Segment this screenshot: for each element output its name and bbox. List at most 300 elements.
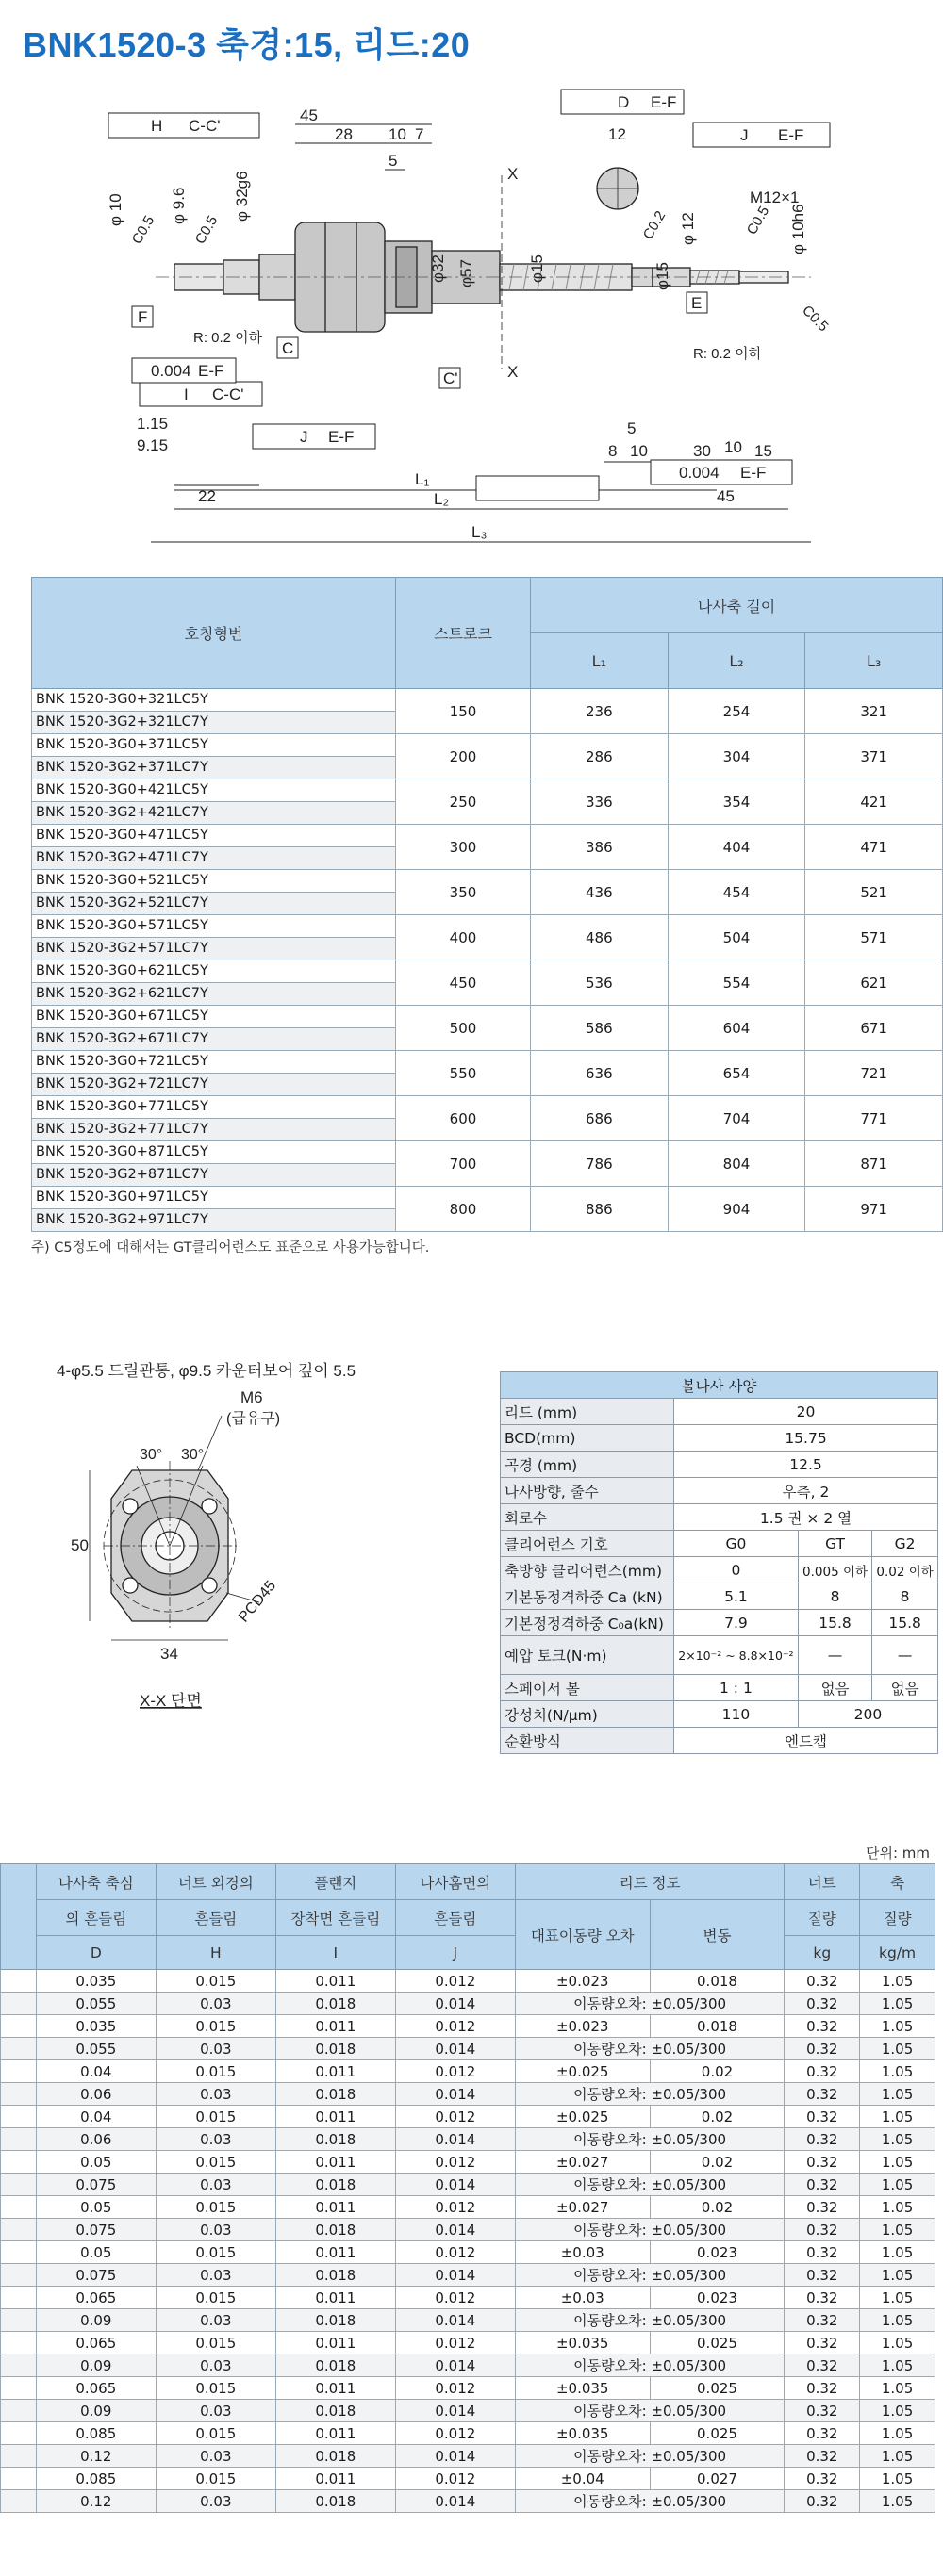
spec-value: G2 [872,1531,938,1557]
col-stroke: 스트로크 [396,578,531,689]
spec-value: 7.9 [674,1610,799,1636]
variation-cell: 0.025 [650,2422,785,2445]
nut-mass-cell: 0.32 [785,2241,860,2264]
table-row [1,2151,935,2174]
table-row [1,2332,935,2354]
spec-value: 110 [674,1701,799,1728]
table-row [1,2445,935,2468]
table-note: 주) C5정도에 대해서는 GT클리어런스도 표준으로 사용가능합니다. [31,1240,430,1255]
nut-mass-cell: 0.32 [785,2015,860,2038]
spec-value: 20 [674,1399,938,1425]
spec-label: 곡경 (mm) [501,1452,674,1478]
table-row [1,2015,935,2038]
model-g0: BNK 1520-3G0+571LC5Y [32,915,396,938]
l3-cell: 771 [805,1096,943,1141]
d-cell: 0.055 [36,1993,156,2015]
model-g2: BNK 1520-3G2+571LC7Y [32,938,396,960]
stroke-cell: 200 [396,734,531,779]
d-cell: 0.05 [36,2151,156,2174]
blank-cell [1,2264,37,2287]
blank-cell [1,2174,37,2196]
l3-cell: 571 [805,915,943,960]
variation-cell: 0.027 [650,2468,785,2490]
shaft-mass-cell: 1.05 [860,2106,935,2128]
blank-cell [1,2196,37,2219]
table-row [1,2196,935,2219]
j-cell: 0.012 [395,2332,515,2354]
h-cell: 0.03 [156,2264,275,2287]
shaft-mass-cell: 1.05 [860,2490,935,2513]
i-cell: 0.011 [275,2015,395,2038]
dim-phi15b: φ15 [653,262,671,290]
blank-cell [1,2309,37,2332]
nut-mass-cell: 0.32 [785,2196,860,2219]
nut-mass-cell: 0.32 [785,2060,860,2083]
blank-cell [1,2038,37,2060]
shaft-mass-cell: 1.05 [860,2377,935,2400]
h-cell: 0.015 [156,1970,275,1993]
model-g0: BNK 1520-3G0+771LC5Y [32,1096,396,1119]
radius-note-left: R: 0.2 이하 [193,330,263,346]
blank-cell [1,2083,37,2106]
blank-cell [1,2490,37,2513]
col-d-line3: D [36,1936,156,1970]
i-cell: 0.018 [275,2264,395,2287]
j-cell: 0.012 [395,2287,515,2309]
table-row [1,1970,935,1993]
col-length: 나사축 길이 [531,578,943,633]
lead-error-cell: 이동량오차: ±0.05/300 [515,2400,785,2422]
variation-cell: 0.023 [650,2241,785,2264]
i-cell: 0.011 [275,2241,395,2264]
nut-mass-cell: 0.32 [785,2287,860,2309]
rep-error-cell: ±0.035 [515,2377,650,2400]
nut-mass-cell: 0.32 [785,2083,860,2106]
h-cell: 0.015 [156,2106,275,2128]
shaft-mass-cell: 1.05 [860,2038,935,2060]
shaft-mass-cell: 1.05 [860,2445,935,2468]
chamfer-c05-b: C0.5 [191,213,222,247]
gdt-0004-b: 0.004 [679,464,720,482]
spec-value: 8 [872,1583,938,1610]
l3-cell: 621 [805,960,943,1006]
stroke-cell: 500 [396,1006,531,1051]
col-nut-line1: 너트 [785,1864,860,1900]
gdt-j: J [300,428,308,446]
col-model: 호칭형번 [32,578,396,689]
i-cell: 0.018 [275,2400,395,2422]
shaft-mass-cell: 1.05 [860,2015,935,2038]
i-cell: 0.018 [275,2128,395,2151]
spec-header: 볼나사 사양 [501,1372,938,1399]
shaft-mass-cell: 1.05 [860,2264,935,2287]
dim-phi12: φ 12 [679,212,697,245]
j-cell: 0.014 [395,2038,515,2060]
d-cell: 0.06 [36,2083,156,2106]
spec-value: 0.02 이하 [872,1557,938,1583]
h-cell: 0.015 [156,2241,275,2264]
spec-row [501,1504,938,1531]
shaft-mass-cell: 1.05 [860,2083,935,2106]
chamfer-c05-c: C0.5 [743,204,773,238]
variation-cell: 0.018 [650,1970,785,1993]
j-cell: 0.012 [395,2196,515,2219]
l1-cell: 536 [531,960,669,1006]
h-cell: 0.03 [156,2038,275,2060]
variation-cell: 0.02 [650,2060,785,2083]
j-cell: 0.014 [395,2128,515,2151]
dim-l1: L₁ [415,470,430,488]
table-row [1,2083,935,2106]
spec-table [500,1371,938,1754]
dim-8: 8 [608,442,618,460]
spec-row [501,1452,938,1478]
l1-cell: 786 [531,1141,669,1187]
variation-cell: 0.02 [650,2106,785,2128]
rep-error-cell: ±0.027 [515,2151,650,2174]
dim-phi10: φ 10 [107,193,124,226]
d-cell: 0.09 [36,2309,156,2332]
d-cell: 0.085 [36,2468,156,2490]
h-cell: 0.015 [156,2422,275,2445]
lead-error-cell: 이동량오차: ±0.05/300 [515,1993,785,2015]
shaft-mass-cell: 1.05 [860,2354,935,2377]
variation-cell: 0.02 [650,2196,785,2219]
shaft-mass-cell: 1.05 [860,2422,935,2445]
h-cell: 0.015 [156,2151,275,2174]
spec-value: 없음 [872,1675,938,1701]
shaft-mass-cell: 1.05 [860,2287,935,2309]
dim-22: 22 [198,487,216,505]
blank-cell [1,1993,37,2015]
h-cell: 0.03 [156,2400,275,2422]
d-cell: 0.09 [36,2354,156,2377]
col-h-line3: H [156,1936,275,1970]
h-cell: 0.03 [156,2445,275,2468]
thread-m12: M12×1 [750,189,800,206]
l2-cell: 654 [668,1051,805,1096]
l1-cell: 886 [531,1187,669,1232]
col-l3: L₃ [805,633,943,689]
gdt-h: H [151,117,163,135]
table-row [1,2400,935,2422]
l2-cell: 704 [668,1096,805,1141]
l1-cell: 236 [531,689,669,734]
col-l2: L₂ [668,633,805,689]
nut-mass-cell: 0.32 [785,2174,860,2196]
l3-cell: 471 [805,825,943,870]
l1-cell: 386 [531,825,669,870]
dim-28: 28 [335,125,353,143]
spec-label: 예압 토크(N·m) [501,1636,674,1675]
h-cell: 0.015 [156,2377,275,2400]
l3-cell: 721 [805,1051,943,1096]
table-row [1,2038,935,2060]
oil-port-m6: M6 [240,1388,263,1406]
lead-error-cell: 이동량오차: ±0.05/300 [515,2038,785,2060]
col-j-line1: 나사홈면의 [395,1864,515,1900]
spec-value: 0.005 이하 [798,1557,871,1583]
i-cell: 0.011 [275,2151,395,2174]
gdt-0004-b-ref: E-F [740,464,767,482]
spec-value: 15.75 [674,1425,938,1452]
i-cell: 0.011 [275,2332,395,2354]
variation-cell: 0.023 [650,2287,785,2309]
gdt-0004-a: 0.004 [151,362,191,380]
j-cell: 0.014 [395,2083,515,2106]
l1-cell: 436 [531,870,669,915]
dim-10b: 10 [630,442,648,460]
l2-cell: 904 [668,1187,805,1232]
dim-phi32: φ32 [429,254,447,283]
l1-cell: 636 [531,1051,669,1096]
section-x-bottom: X [507,363,519,381]
i-cell: 0.011 [275,2106,395,2128]
model-g0: BNK 1520-3G0+321LC5Y [32,689,396,712]
h-cell: 0.015 [156,2287,275,2309]
model-g0: BNK 1520-3G0+721LC5Y [32,1051,396,1074]
i-cell: 0.018 [275,2174,395,2196]
spec-row [501,1478,938,1504]
variation-cell: 0.025 [650,2377,785,2400]
i-cell: 0.011 [275,2422,395,2445]
spec-label: 리드 (mm) [501,1399,674,1425]
table-row [1,2309,935,2332]
gdt-d: D [618,93,630,111]
shaft-mass-cell: 1.05 [860,2309,935,2332]
dim-5b: 5 [627,419,637,437]
col-j-line3: J [395,1936,515,1970]
dim-l2: L₂ [434,490,450,508]
col-nut-line2: 질량 [785,1900,860,1936]
spec-value: 없음 [798,1675,871,1701]
rep-error-cell: ±0.035 [515,2332,650,2354]
col-variation: 변동 [650,1900,785,1970]
spec-value: 0 [674,1557,799,1583]
table-row [1,2219,935,2241]
l1-cell: 286 [531,734,669,779]
shaft-mass-cell: 1.05 [860,2468,935,2490]
section-x-top: X [507,165,519,183]
h-cell: 0.03 [156,2309,275,2332]
model-g2: BNK 1520-3G2+771LC7Y [32,1119,396,1141]
dim-9-15: 9.15 [137,436,169,454]
datum-e: E [691,294,703,312]
i-cell: 0.018 [275,2309,395,2332]
model-g2: BNK 1520-3G2+371LC7Y [32,757,396,779]
j-cell: 0.012 [395,2015,515,2038]
j-cell: 0.012 [395,2106,515,2128]
i-cell: 0.011 [275,2287,395,2309]
dim-50: 50 [71,1536,89,1554]
l2-cell: 304 [668,734,805,779]
model-g2: BNK 1520-3G2+471LC7Y [32,847,396,870]
table-row [1,2422,935,2445]
angle-30-left: 30° [140,1447,163,1463]
gdt-i: I [184,386,189,403]
spec-value: 1.5 권 × 2 열 [674,1504,938,1531]
model-g0: BNK 1520-3G0+521LC5Y [32,870,396,893]
rep-error-cell: ±0.023 [515,2015,650,2038]
d-cell: 0.06 [36,2128,156,2151]
gdt-j2-ref: E-F [778,126,804,144]
col-l1: L₁ [531,633,669,689]
l3-cell: 371 [805,734,943,779]
table-row [1,2468,935,2490]
col-i-line3: I [275,1936,395,1970]
blank-cell [1,2128,37,2151]
i-cell: 0.011 [275,2196,395,2219]
nut-mass-cell: 0.32 [785,2219,860,2241]
model-g2: BNK 1520-3G2+421LC7Y [32,802,396,825]
l2-cell: 254 [668,689,805,734]
i-cell: 0.018 [275,2354,395,2377]
shaft-mass-cell: 1.05 [860,2151,935,2174]
d-cell: 0.035 [36,1970,156,1993]
h-cell: 0.03 [156,2354,275,2377]
j-cell: 0.014 [395,2309,515,2332]
j-cell: 0.014 [395,2264,515,2287]
i-cell: 0.018 [275,2219,395,2241]
nut-mass-cell: 0.32 [785,2151,860,2174]
d-cell: 0.09 [36,2400,156,2422]
table-row [32,1187,943,1209]
model-g2: BNK 1520-3G2+521LC7Y [32,893,396,915]
oil-port-note: (급유구) [226,1411,281,1427]
d-cell: 0.065 [36,2287,156,2309]
blank-cell [1,2422,37,2445]
j-cell: 0.014 [395,2174,515,2196]
col-i-line2: 장착면 흔들림 [275,1900,395,1936]
rep-error-cell: ±0.025 [515,2060,650,2083]
i-cell: 0.018 [275,2083,395,2106]
l1-cell: 486 [531,915,669,960]
d-cell: 0.05 [36,2196,156,2219]
i-cell: 0.018 [275,2445,395,2468]
gdt-j-ref: E-F [328,428,355,446]
j-cell: 0.014 [395,2490,515,2513]
j-cell: 0.012 [395,2377,515,2400]
rep-error-cell: ±0.025 [515,2106,650,2128]
dim-45: 45 [300,107,318,124]
nut-mass-cell: 0.32 [785,1970,860,1993]
i-cell: 0.018 [275,2038,395,2060]
d-cell: 0.04 [36,2106,156,2128]
page-title: BNK1520-3 축경:15, 리드:20 [23,25,471,64]
nut-mass-cell: 0.32 [785,2332,860,2354]
stroke-cell: 450 [396,960,531,1006]
l3-cell: 971 [805,1187,943,1232]
table-row [1,2241,935,2264]
ball-screw-drawing [0,75,943,556]
spec-value: 5.1 [674,1583,799,1610]
d-cell: 0.04 [36,2060,156,2083]
table-row [32,689,943,712]
h-cell: 0.03 [156,2490,275,2513]
unit-label: 단위: mm [865,1845,930,1862]
model-g0: BNK 1520-3G0+671LC5Y [32,1006,396,1028]
lead-error-cell: 이동량오차: ±0.05/300 [515,2445,785,2468]
l1-cell: 336 [531,779,669,825]
spec-label: BCD(mm) [501,1425,674,1452]
table-row [32,1096,943,1119]
d-cell: 0.035 [36,2015,156,2038]
blank-cell [1,2445,37,2468]
col-d-line1: 나사축 축심 [36,1864,156,1900]
accuracy-table [0,1863,935,2513]
l2-cell: 404 [668,825,805,870]
dim-phi57: φ57 [457,259,475,287]
stroke-cell: 400 [396,915,531,960]
dim-45b: 45 [717,487,735,505]
dim-10c: 10 [724,438,742,456]
rep-error-cell: ±0.03 [515,2287,650,2309]
stroke-cell: 350 [396,870,531,915]
rep-error-cell: ±0.035 [515,2422,650,2445]
datum-f: F [138,308,148,326]
nut-mass-cell: 0.32 [785,2309,860,2332]
shaft-mass-cell: 1.05 [860,2241,935,2264]
table-row [1,1993,935,2015]
d-cell: 0.065 [36,2377,156,2400]
col-d-line2: 의 흔들림 [36,1900,156,1936]
chamfer-c05-a: C0.5 [128,213,158,247]
dim-phi10h6: φ 10h6 [789,204,807,254]
table-row [1,2490,935,2513]
model-g2: BNK 1520-3G2+321LC7Y [32,712,396,734]
spec-row [501,1425,938,1452]
dim-10: 10 [389,125,406,143]
lead-error-cell: 이동량오차: ±0.05/300 [515,2490,785,2513]
variation-cell: 0.025 [650,2332,785,2354]
d-cell: 0.05 [36,2241,156,2264]
shaft-mass-cell: 1.05 [860,2332,935,2354]
blank-cell [1,2015,37,2038]
length-table [31,577,943,1232]
spec-value: 12.5 [674,1452,938,1478]
h-cell: 0.015 [156,2468,275,2490]
stroke-cell: 300 [396,825,531,870]
h-cell: 0.03 [156,2083,275,2106]
j-cell: 0.012 [395,1970,515,1993]
spec-value: 우측, 2 [674,1478,938,1504]
l2-cell: 354 [668,779,805,825]
spec-label: 클리어런스 기호 [501,1531,674,1557]
spec-label: 스페이서 볼 [501,1675,674,1701]
lead-error-cell: 이동량오차: ±0.05/300 [515,2354,785,2377]
blank-cell [1,2468,37,2490]
j-cell: 0.014 [395,2354,515,2377]
chamfer-c02: C0.2 [639,208,670,242]
gdt-d-ref: E-F [651,93,677,111]
table-row [32,870,943,893]
l3-cell: 421 [805,779,943,825]
dim-l3: L₃ [472,523,488,541]
spec-value: 1 : 1 [674,1675,799,1701]
j-cell: 0.014 [395,2445,515,2468]
model-g0: BNK 1520-3G0+971LC5Y [32,1187,396,1209]
l3-cell: 521 [805,870,943,915]
spec-value: 엔드캡 [674,1728,938,1754]
section-view [57,1357,453,1734]
blank-cell [1,2106,37,2128]
model-g0: BNK 1520-3G0+421LC5Y [32,779,396,802]
variation-cell: 0.02 [650,2151,785,2174]
h-cell: 0.015 [156,2015,275,2038]
col-h-line2: 흔들림 [156,1900,275,1936]
stroke-cell: 550 [396,1051,531,1096]
dim-7: 7 [415,125,424,143]
